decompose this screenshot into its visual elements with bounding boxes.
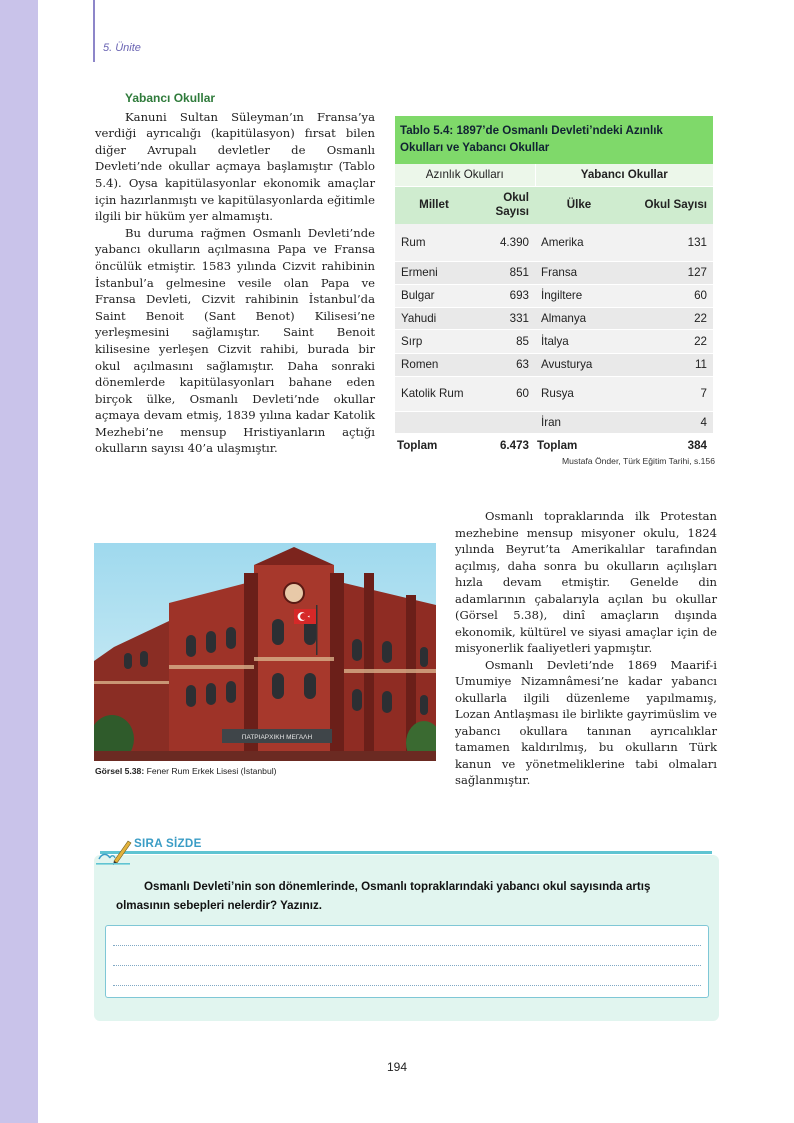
section-heading: Yabancı Okullar <box>125 91 216 105</box>
table-cell: Romen <box>395 353 473 376</box>
table-cell: Sırp <box>395 329 473 353</box>
table-cell: Rum <box>395 224 473 261</box>
paragraph: Bu duruma rağmen Osmanlı Devleti’nde yabancı okulların açılmasına Papa ve Fransa öncülük etmiştir. 1583 yılında Cizvit rahibinin İstanbul’a gelmesine vesile olan Papa ve Fransa Devleti, Cizvit rahibinin İstanbul’da Saint Benoit (Sant Benot) Kilisesi’ne yerleşmesini sağlamıştır. Saint Benoit kilisesine yerleşen Cizvit rahibi, burada bir okul açılmasını sağlamıştır. Daha sonraki dönemlerde kapitülasyonları bahane eden birçok ülke, Osmanlı Devleti’nde okullar açmaya devam etmiş, 1839 yılına kadar Katolik Mezhebi’ne mensup Hristiyanların açtığı okulların sayısı 40’a ulaşmıştır. <box>95 225 375 456</box>
table-cell: 384 <box>623 433 713 457</box>
table-cell: Almanya <box>535 307 623 329</box>
column-header: Okul Sayısı <box>473 186 535 224</box>
photo-caption-text: Fener Rum Erkek Lisesi (İstanbul) <box>144 766 277 776</box>
school-photo <box>94 543 436 761</box>
table-cell: Fransa <box>535 261 623 284</box>
table-cell: Yahudi <box>395 307 473 329</box>
table-cell: Toplam <box>395 433 473 457</box>
page-number: 194 <box>386 1060 408 1074</box>
table-cell: 22 <box>623 307 713 329</box>
table-cell <box>473 411 535 433</box>
photo-caption-label: Görsel 5.38: <box>95 766 145 776</box>
table-total-row <box>395 433 713 457</box>
table-row <box>395 307 713 329</box>
unit-label: 5. Ünite <box>103 42 141 54</box>
table-source: Mustafa Önder, Türk Eğitim Tarihi, s.156 <box>561 456 715 466</box>
photo-caption <box>95 766 277 776</box>
table-cell: Bulgar <box>395 284 473 307</box>
table-body <box>395 224 713 457</box>
pencil-icon <box>96 837 132 867</box>
table-cell <box>395 411 473 433</box>
group-header-minority: Azınlık Okulları <box>395 164 535 186</box>
table-cell: 4.390 <box>473 224 535 261</box>
table-cell: 63 <box>473 353 535 376</box>
table-row <box>395 376 713 411</box>
table-cell: Avusturya <box>535 353 623 376</box>
paragraph: Kanuni Sultan Süleyman’ın Fransa’ya verdiği ayrıcalığı (kapitülasyon) fırsat bilen diğer Avrupalı devletler de Osmanlı Devleti’nde okullar açmaya başlamıştır (Tablo 5.4). Oysa kapitülasyonlar ekonomik amaçlar için hazırlanmıştı ve kapitülasyonlarda eğitimle ilgili bir hüküm yer almamıştı. <box>95 109 375 224</box>
column-header: Ülke <box>535 186 623 224</box>
table-cell: 331 <box>473 307 535 329</box>
table-row <box>395 284 713 307</box>
table-cell: 4 <box>623 411 713 433</box>
entrance-sign-text: ΠΑΤΡΙΑΡΧΙΚΗ ΜΕΓΑΛΗ <box>241 734 313 741</box>
right-column <box>455 508 717 789</box>
unit-rule <box>93 0 95 62</box>
table-cell: 851 <box>473 261 535 284</box>
group-header-foreign: Yabancı Okullar <box>535 164 713 186</box>
table-cell: Amerika <box>535 224 623 261</box>
table-cell: Rusya <box>535 376 623 411</box>
table-row <box>395 224 713 261</box>
activity-rule <box>100 851 712 854</box>
table-row <box>395 261 713 284</box>
table-cell: Toplam <box>535 433 623 457</box>
table-cell: İran <box>535 411 623 433</box>
table-cell: İtalya <box>535 329 623 353</box>
table-cell: Ermeni <box>395 261 473 284</box>
table-cell: 693 <box>473 284 535 307</box>
table-cell: 127 <box>623 261 713 284</box>
table-cell: İngiltere <box>535 284 623 307</box>
table-cell: 85 <box>473 329 535 353</box>
activity-label: SIRA SİZDE <box>134 837 202 850</box>
table-cell: 6.473 <box>473 433 535 457</box>
table-cell: 22 <box>623 329 713 353</box>
left-column <box>95 90 375 457</box>
paragraph: Osmanlı Devleti’nde 1869 Maarif-i Umumiye Nizamnâmesi’ne kadar yabancı okullarla ilgili düzenleme yapılmamış, Lozan Antlaşması ile birlikte gayrimüslim ve yabancı okullara tanınan ayrıcalıklar tamamen kaldırılmış, bu okulların Türk kanun ve yönetmeliklerine tabi olmaları sağlanmıştır. <box>455 657 717 787</box>
activity-question: Osmanlı Devleti’nin son dönemlerinde, Osmanlı topraklarındaki yabancı okul sayısında artış olmasının sebepleri nelerdir? Yazınız. <box>116 880 651 912</box>
table-row <box>395 411 713 433</box>
paragraph: Osmanlı topraklarında ilk Protestan mezhebine mensup misyoner okulu, 1824 yılında Beyrut’ta Amerikalılar tarafından açılmış, daha sonra bu okulların açılışları hızla devam etmiştir. Genelde din adamlarının çabalarıyla açılan bu okullar (Görsel 5.38), dinî amaçların dışında ekonomik, kültürel ve siyasi amaçlar için de misyonerlik faaliyetleri yapmıştır. <box>455 509 717 655</box>
table-row <box>395 353 713 376</box>
table-cell: 131 <box>623 224 713 261</box>
answer-area[interactable] <box>105 925 709 998</box>
column-header: Millet <box>395 186 473 224</box>
data-table <box>395 164 713 458</box>
table-row <box>395 329 713 353</box>
answer-line <box>113 985 701 986</box>
page-side-band <box>0 0 38 1123</box>
school-table <box>395 116 713 458</box>
activity-box <box>94 837 719 1021</box>
column-header: Okul Sayısı <box>623 186 713 224</box>
table-cell: Katolik Rum <box>395 376 473 411</box>
table-cell: 60 <box>473 376 535 411</box>
table-title: Tablo 5.4: 1897’de Osmanlı Devleti’ndeki Azınlık Okulları ve Yabancı Okullar <box>395 116 713 164</box>
table-cell: 60 <box>623 284 713 307</box>
table-cell: 11 <box>623 353 713 376</box>
table-cell: 7 <box>623 376 713 411</box>
answer-line <box>113 945 701 946</box>
answer-line <box>113 965 701 966</box>
